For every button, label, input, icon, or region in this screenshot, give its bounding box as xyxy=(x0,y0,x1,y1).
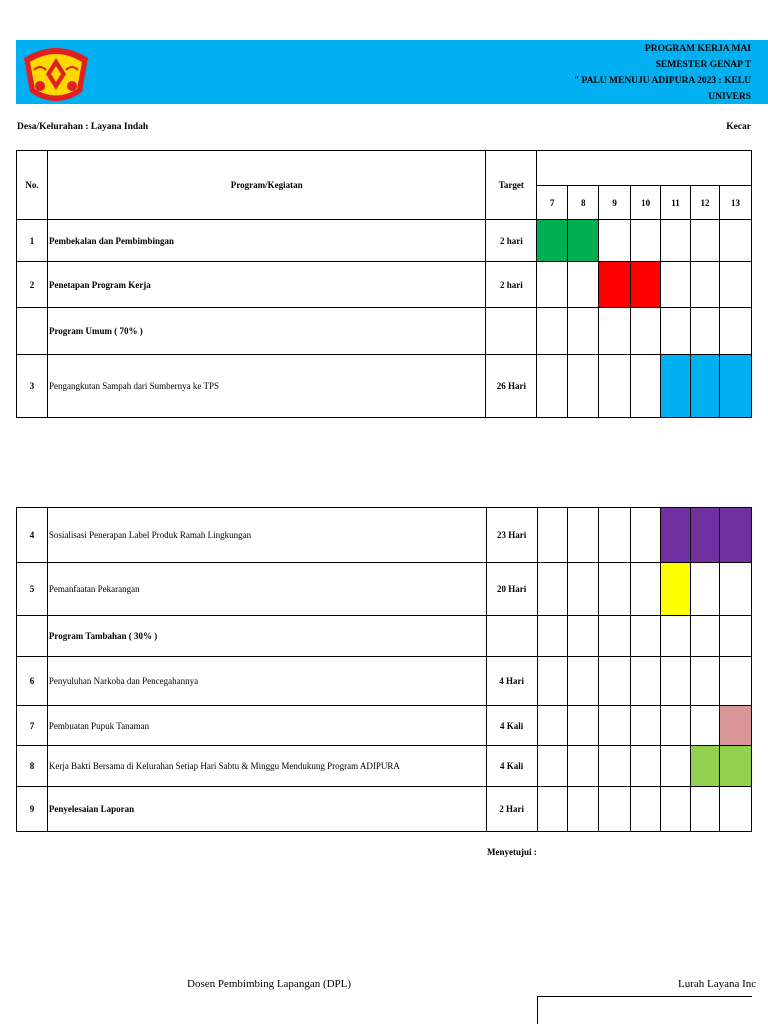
column-header-no: No. xyxy=(17,151,48,220)
program-name: Penyuluhan Narkoba dan Pencegahannya xyxy=(47,657,486,706)
schedule-cell xyxy=(631,563,661,616)
schedule-cell xyxy=(720,563,752,616)
schedule-cell xyxy=(691,746,720,787)
schedule-cell xyxy=(568,787,599,832)
schedule-cell xyxy=(568,355,599,418)
schedule-cell xyxy=(631,616,661,657)
schedule-row xyxy=(17,220,752,262)
schedule-cell xyxy=(568,220,599,262)
week-header-cell: 9 xyxy=(599,186,631,220)
schedule-cell xyxy=(568,563,599,616)
row-number xyxy=(17,308,48,355)
schedule-cell xyxy=(691,563,720,616)
schedule-cell xyxy=(661,746,691,787)
schedule-cell xyxy=(661,563,691,616)
program-target xyxy=(486,616,537,657)
program-name: Program Umum ( 70% ) xyxy=(47,308,485,355)
column-header-program: Program/Kegiatan xyxy=(47,151,485,220)
header-title-line-3: " PALU MENUJU ADIPURA 2023 : KELU xyxy=(573,76,751,86)
schedule-cell xyxy=(631,787,661,832)
column-header-weeks-group xyxy=(537,151,752,186)
kecamatan-label: Kecar xyxy=(726,122,751,132)
schedule-cell xyxy=(661,616,691,657)
schedule-cell xyxy=(537,220,568,262)
program-name: Pembuatan Pupuk Tanaman xyxy=(47,706,486,746)
schedule-row xyxy=(17,262,752,308)
schedule-cell xyxy=(568,616,599,657)
program-target: 2 hari xyxy=(486,220,537,262)
schedule-cell xyxy=(661,787,691,832)
schedule-cell xyxy=(537,787,568,832)
header-title-line-2: SEMESTER GENAP T xyxy=(655,60,751,70)
schedule-cell xyxy=(691,220,720,262)
row-number: 7 xyxy=(17,706,48,746)
schedule-row xyxy=(17,787,752,832)
program-target: 4 Kali xyxy=(486,746,537,787)
schedule-cell xyxy=(720,657,752,706)
schedule-row xyxy=(17,616,752,657)
schedule-cell xyxy=(661,220,691,262)
schedule-cell xyxy=(599,616,631,657)
schedule-cell xyxy=(720,616,752,657)
schedule-cell xyxy=(661,262,691,308)
header-title-line-1: PROGRAM KERJA MAI xyxy=(644,44,751,54)
schedule-row xyxy=(17,308,752,355)
schedule-row xyxy=(17,746,752,787)
program-target: 4 Hari xyxy=(486,657,537,706)
schedule-cell xyxy=(720,508,752,563)
schedule-cell xyxy=(537,355,568,418)
schedule-cell xyxy=(599,787,631,832)
schedule-cell xyxy=(537,657,568,706)
schedule-cell xyxy=(568,657,599,706)
schedule-cell xyxy=(599,308,631,355)
schedule-cell xyxy=(568,308,599,355)
program-target: 20 Hari xyxy=(486,563,537,616)
week-header-cell: 11 xyxy=(661,186,691,220)
row-number: 9 xyxy=(17,787,48,832)
program-name: Penetapan Program Kerja xyxy=(47,262,485,308)
schedule-cell xyxy=(631,262,661,308)
header-title-line-4: UNIVERS xyxy=(708,92,751,102)
week-header-cell: 8 xyxy=(568,186,599,220)
schedule-cell xyxy=(661,706,691,746)
row-number: 8 xyxy=(17,746,48,787)
program-target: 23 Hari xyxy=(486,508,537,563)
schedule-cell xyxy=(661,355,691,418)
schedule-cell xyxy=(599,262,631,308)
row-number xyxy=(17,616,48,657)
schedule-row xyxy=(17,508,752,563)
schedule-cell xyxy=(719,220,751,262)
schedule-cell xyxy=(599,706,631,746)
row-number: 1 xyxy=(17,220,48,262)
schedule-cell xyxy=(568,746,599,787)
program-name: Pengangkutan Sampah dari Sumbernya ke TPS xyxy=(47,355,485,418)
schedule-row xyxy=(17,657,752,706)
schedule-cell xyxy=(568,262,599,308)
schedule-row xyxy=(17,706,752,746)
schedule-table-top xyxy=(16,150,752,418)
schedule-cell xyxy=(631,220,661,262)
schedule-cell xyxy=(537,262,568,308)
schedule-row xyxy=(17,355,752,418)
schedule-cell xyxy=(661,657,691,706)
program-name: Pemanfaatan Pekarangan xyxy=(47,563,486,616)
approval-label: Menyetujui : xyxy=(487,847,537,857)
schedule-cell xyxy=(720,787,752,832)
week-header-cell: 10 xyxy=(631,186,661,220)
schedule-cell xyxy=(691,706,720,746)
program-target: 2 Hari xyxy=(486,787,537,832)
row-number: 2 xyxy=(17,262,48,308)
program-target: 26 Hari xyxy=(486,355,537,418)
row-number: 5 xyxy=(17,563,48,616)
schedule-cell xyxy=(631,508,661,563)
column-header-target: Target xyxy=(486,151,537,220)
program-name: Kerja Bakti Bersama di Kelurahan Setiap Hari Sabtu & Minggu Mendukung Program ADIPURA xyxy=(47,746,486,787)
schedule-cell xyxy=(599,746,631,787)
schedule-cell xyxy=(691,787,720,832)
program-name: Penyelesaian Laporan xyxy=(47,787,486,832)
schedule-cell xyxy=(537,616,568,657)
schedule-cell xyxy=(691,355,720,418)
row-number: 4 xyxy=(17,508,48,563)
schedule-cell xyxy=(568,706,599,746)
dpl-signature-label: Dosen Pembimbing Lapangan (DPL) xyxy=(187,978,352,990)
schedule-cell xyxy=(691,508,720,563)
week-header-cell: 13 xyxy=(719,186,751,220)
schedule-cell xyxy=(599,657,631,706)
signature-box xyxy=(537,996,752,1024)
schedule-cell xyxy=(599,563,631,616)
program-target: 2 hari xyxy=(486,262,537,308)
week-header-cell: 7 xyxy=(537,186,568,220)
schedule-table-bottom xyxy=(16,507,752,832)
program-name: Sosialisasi Penerapan Label Produk Ramah Lingkungan xyxy=(47,508,486,563)
schedule-cell xyxy=(568,508,599,563)
lurah-signature-label: Lurah Layana Inc xyxy=(678,978,757,990)
schedule-cell xyxy=(719,355,751,418)
schedule-cell xyxy=(691,616,720,657)
schedule-cell xyxy=(631,657,661,706)
row-number: 6 xyxy=(17,657,48,706)
schedule-cell xyxy=(631,355,661,418)
schedule-row xyxy=(17,563,752,616)
schedule-cell xyxy=(691,657,720,706)
program-target: 4 Kali xyxy=(486,706,537,746)
desa-kelurahan-label: Desa/Kelurahan : Layana Indah xyxy=(17,122,149,132)
schedule-cell xyxy=(537,308,568,355)
schedule-cell xyxy=(537,508,568,563)
schedule-cell xyxy=(719,308,751,355)
schedule-cell xyxy=(599,355,631,418)
week-header-cell: 12 xyxy=(691,186,720,220)
schedule-cell xyxy=(631,746,661,787)
schedule-cell xyxy=(537,746,568,787)
schedule-cell xyxy=(719,262,751,308)
program-target xyxy=(486,308,537,355)
program-name: Pembekalan dan Pembimbingan xyxy=(47,220,485,262)
schedule-cell xyxy=(691,308,720,355)
schedule-cell xyxy=(661,508,691,563)
schedule-cell xyxy=(720,746,752,787)
schedule-cell xyxy=(599,508,631,563)
program-name: Program Tambahan ( 30% ) xyxy=(47,616,486,657)
schedule-cell xyxy=(691,262,720,308)
schedule-cell xyxy=(537,706,568,746)
schedule-cell xyxy=(720,706,752,746)
schedule-cell xyxy=(661,308,691,355)
schedule-cell xyxy=(537,563,568,616)
schedule-cell xyxy=(631,706,661,746)
row-number: 3 xyxy=(17,355,48,418)
schedule-cell xyxy=(599,220,631,262)
schedule-cell xyxy=(631,308,661,355)
